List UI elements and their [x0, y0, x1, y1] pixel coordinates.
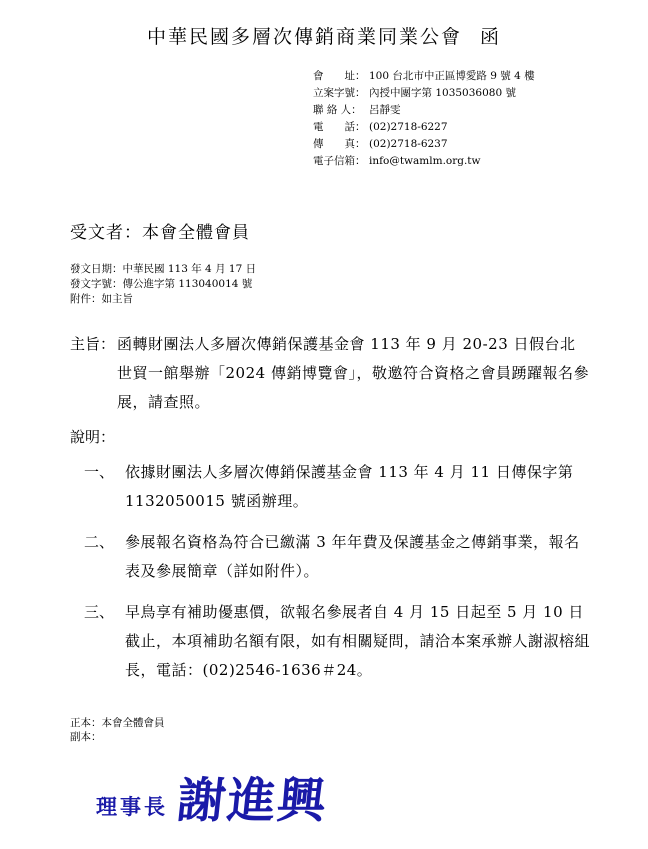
item-number: 三、	[84, 603, 115, 621]
attachment-note: 附件：如主旨	[70, 293, 133, 305]
explanation-label: 說明：	[70, 428, 116, 446]
carbon-copy: 副本：	[70, 731, 102, 743]
original-copy: 正本：本會全體會員	[70, 717, 165, 729]
contact-row-registration: 立案字號： 內授中團字第 1035036080 號	[313, 87, 516, 99]
contact-row-email: 電子信箱： info@twamlm.org.tw	[313, 155, 481, 167]
copies-block	[70, 716, 165, 744]
document-number: 發文字號：傳公進字第 113040014 號	[70, 278, 253, 290]
subject-label: 主旨：	[70, 335, 116, 353]
explanation-list	[84, 458, 594, 697]
org-name: 中華民國多層次傳銷商業同業公會	[146, 26, 462, 48]
contact-row-fax: 傳 真： (02)2718-6237	[313, 138, 448, 150]
item-text: 早鳥享有補助優惠價，欲報名參展者自 4 月 15 日起至 5 月 10 日截止，本項補助名額有限，如有相關疑問，請洽本案承辦人謝淑榕組長，電話：(02)2546-1636＃24。	[125, 603, 591, 679]
signatory-title: 理事長	[96, 795, 168, 819]
list-item	[84, 458, 594, 516]
item-number: 二、	[84, 533, 115, 551]
subject-text: 函轉財團法人多層次傳銷保護基金會 113 年 9 月 20-23 日假台北世貿一館舉辦「2024 傳銷博覽會」，敬邀符合資格之會員踴躍報名參展，請查照。	[117, 335, 589, 411]
item-number: 一、	[84, 463, 115, 481]
document-title	[0, 22, 648, 49]
doc-type: 函	[480, 26, 502, 48]
contact-row-contact-person: 聯 絡 人： 呂靜雯	[313, 104, 401, 116]
signature-stamp	[96, 762, 331, 831]
recipient-line: 受文者：本會全體會員	[70, 223, 250, 243]
contact-row-phone: 電 話： (02)2718-6227	[313, 121, 448, 133]
document-meta	[70, 262, 256, 307]
contact-block	[313, 68, 535, 170]
issue-date: 發文日期：中華民國 113 年 4 月 17 日	[70, 263, 257, 275]
signatory-name: 謝進興	[174, 773, 331, 829]
contact-row-address: 會 址： 100 台北市中正區博愛路 9 號 4 樓	[313, 70, 535, 82]
item-text: 依據財團法人多層次傳銷保護基金會 113 年 4 月 11 日傳保字第 1132050015 號函辦理。	[125, 463, 574, 510]
list-item	[84, 528, 594, 586]
subject-section	[70, 330, 590, 417]
item-text: 參展報名資格為符合已繳滿 3 年年費及保護基金之傳銷事業，報名表及參展簡章（詳如附件）。	[125, 533, 580, 580]
list-item	[84, 598, 594, 685]
